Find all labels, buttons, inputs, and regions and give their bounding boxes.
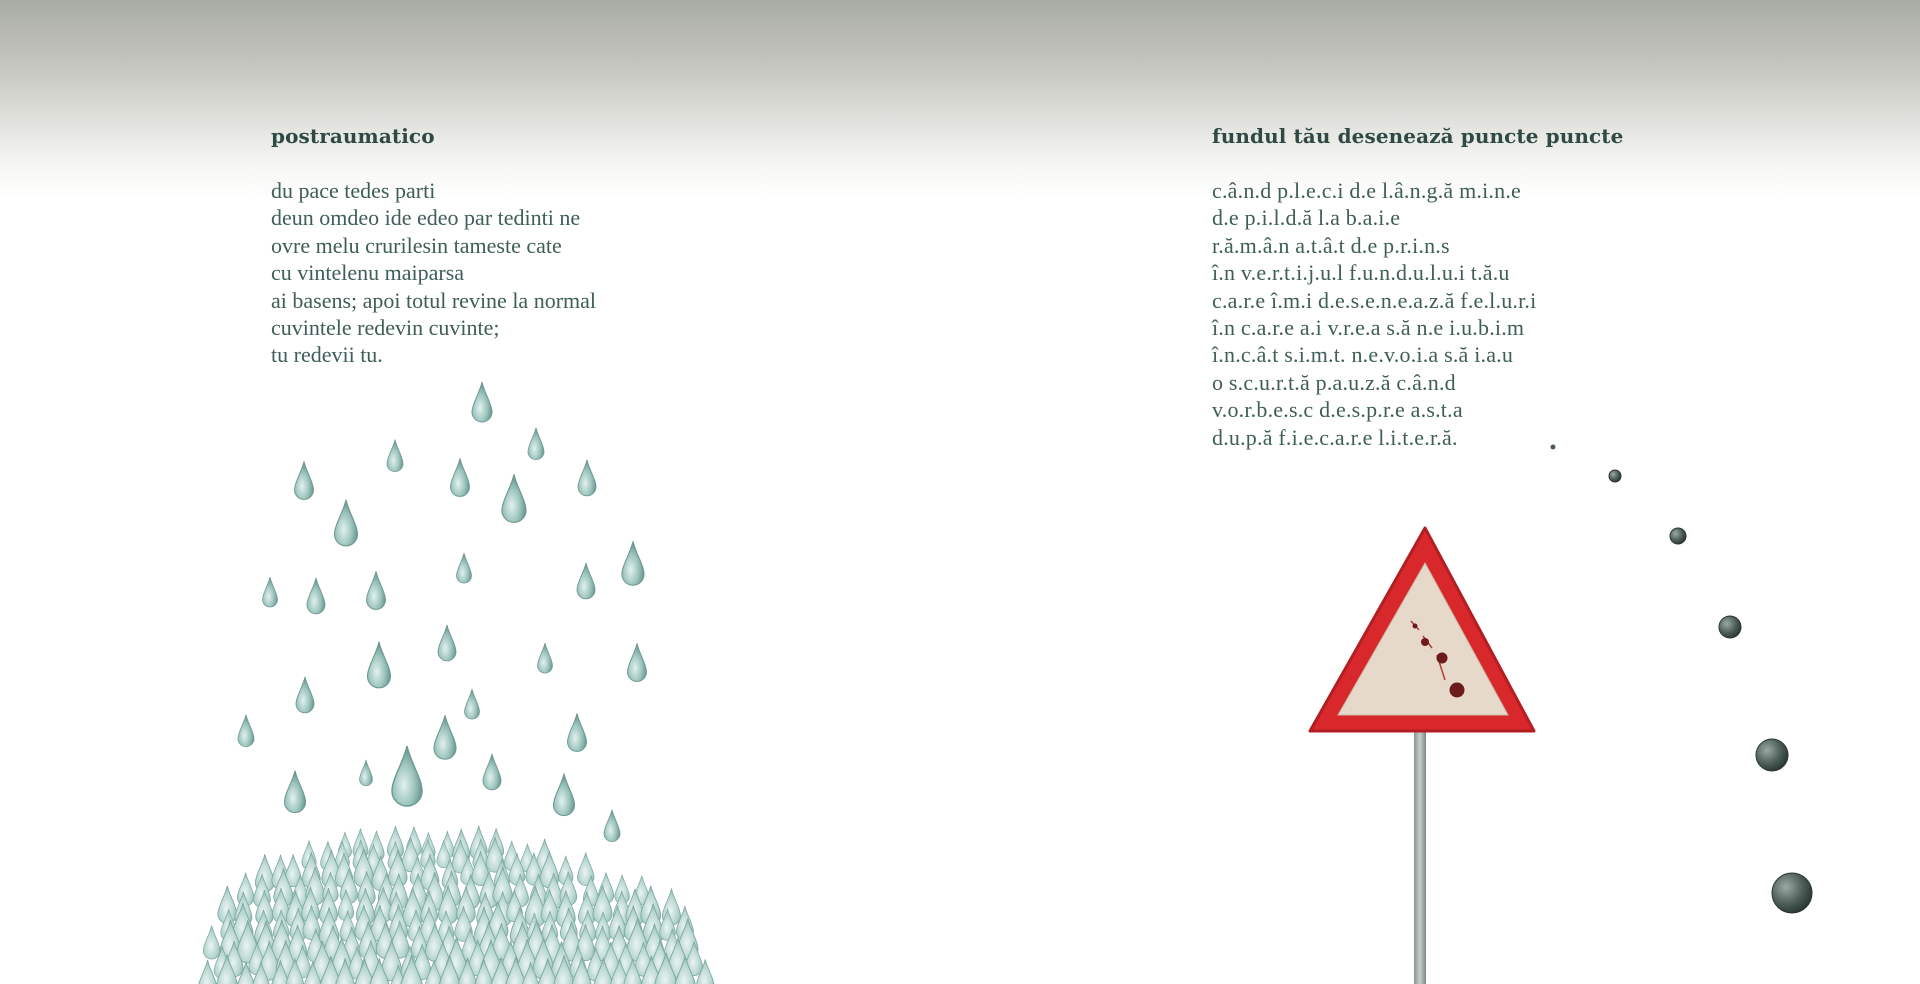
poem-line: du pace tedes parti — [271, 178, 436, 203]
sign-pole — [1414, 728, 1426, 984]
rain-drop — [434, 715, 456, 759]
trail-dot — [1756, 739, 1788, 771]
rain-drop — [528, 428, 544, 460]
poem-line: tu redevii tu. — [271, 342, 383, 368]
poem-line: o s.c.u.r.t.ă p.a.u.z.ă c.â.n.d — [1212, 369, 1456, 395]
poem-line: v.o.r.b.e.s.c d.e.s.p.r.e a.s.t.a — [1212, 397, 1463, 423]
rain-drop — [392, 746, 422, 806]
rain-drop — [368, 642, 391, 688]
poem-line: î.n v.e.r.t.i.j.u.l f.u.n.d.u.l.u.i t.ă.u — [1212, 260, 1510, 286]
rain-drop — [263, 577, 278, 607]
left-poem-title: postraumatico — [271, 124, 435, 148]
poem-line: ovre melu crurilesin tameste cate — [271, 232, 562, 258]
rain-drop — [295, 461, 314, 499]
rain-drop — [472, 382, 492, 422]
rain-drop — [622, 541, 644, 585]
poem-line: cu vintelenu maiparsa — [271, 260, 465, 286]
rain-drop — [604, 810, 620, 842]
warning-sign — [1310, 528, 1534, 731]
poem-line: î.n c.a.r.e a.i v.r.e.a s.ă n.e i.u.b.i.m — [1212, 315, 1525, 341]
poem-line: d.e p.i.l.d.ă l.a b.a.i.e — [1212, 205, 1401, 231]
rain-drop — [367, 571, 386, 609]
trail-dot — [1719, 616, 1741, 638]
right-poem-title: fundul tău desenează puncte puncte — [1212, 124, 1624, 148]
rain-drop — [238, 715, 254, 747]
rain-drop — [451, 458, 470, 496]
rain-drop — [285, 771, 306, 813]
rain-drop — [335, 500, 358, 546]
rain-drop — [578, 460, 596, 496]
rain-drop — [203, 926, 220, 959]
poem-line: c.â.n.d p.l.e.c.i d.e l.â.n.g.ă m.i.n.e — [1212, 178, 1521, 203]
trail-dot — [1551, 445, 1556, 450]
rain-drop — [577, 563, 595, 599]
rain-drop — [296, 677, 314, 713]
poem-line: ai basens; apoi totul revine la normal — [271, 287, 597, 313]
trailing-dots — [1551, 445, 1813, 914]
poem-line: deun omdeo ide edeo par tedinti ne — [271, 205, 581, 231]
poem-line: c.a.r.e î.m.i d.e.s.e.n.e.a.z.ă f.e.l.u.r.i — [1212, 287, 1537, 313]
rain-drop — [465, 689, 480, 719]
poem-line: cuvintele redevin cuvinte; — [271, 315, 500, 341]
drop-cluster — [198, 826, 714, 984]
rain-drop — [483, 754, 501, 790]
trail-dot — [1670, 528, 1686, 544]
rain-drop — [457, 553, 472, 583]
rain-drop — [628, 643, 647, 681]
rain-drop — [502, 474, 526, 522]
trail-dot — [1772, 873, 1812, 913]
right-page — [960, 0, 1920, 984]
poem-line: d.u.p.ă f.i.e.c.a.r.e l.i.t.e.r.ă. — [1212, 424, 1458, 450]
rain-drop — [387, 440, 403, 472]
warning-sign-illustration — [960, 0, 1920, 984]
rain-drop — [554, 774, 575, 816]
rain-drop — [538, 643, 553, 673]
falling-drops — [238, 382, 647, 842]
poem-line: î.n.c.â.t s.i.m.t. n.e.v.o.i.a s.ă i.a.u — [1212, 342, 1514, 368]
rain-drop — [568, 713, 587, 751]
rain-drop — [307, 578, 325, 614]
trail-dot — [1609, 470, 1621, 482]
rain-drop — [360, 760, 373, 786]
rain-drop — [438, 625, 456, 661]
poem-line: r.ă.m.â.n a.t.â.t d.e p.r.i.n.s — [1212, 232, 1450, 258]
